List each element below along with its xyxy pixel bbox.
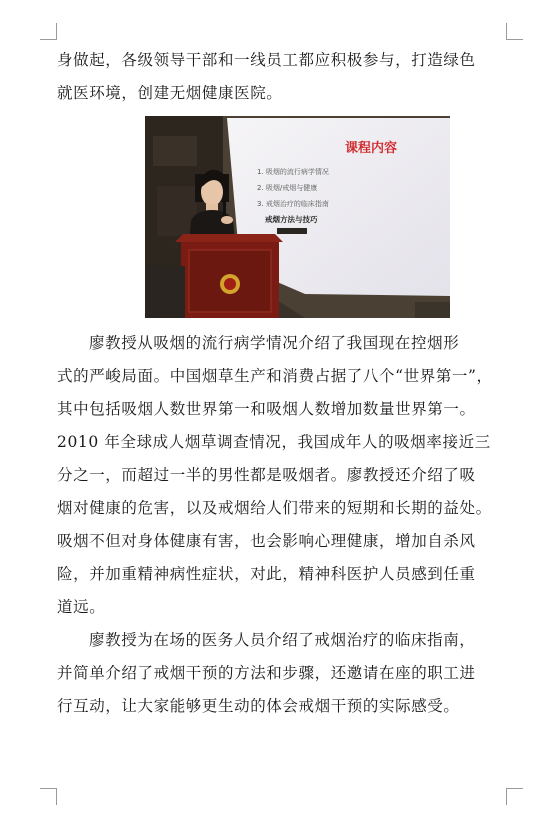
paragraph-line: 分之一，而超过一半的男性都是吸烟者。廖教授还介绍了吸 <box>57 466 476 484</box>
slide-item: 1. 吸烟的流行病学情况 <box>257 168 329 176</box>
paragraph-line: 道远。 <box>57 598 106 616</box>
paragraph-line: 廖教授从吸烟的流行病学情况介绍了我国现在控烟形 <box>89 334 460 352</box>
slide-item: 2. 吸烟/戒烟与健康 <box>257 184 318 192</box>
page-corner-mark-top-left <box>40 23 57 40</box>
paragraph-line: 行互动，让大家能够更生动的体会戒烟干预的实际感受。 <box>57 697 460 715</box>
paragraph-line: 烟对健康的危害，以及戒烟给人们带来的短期和长期的益处。 <box>57 499 492 517</box>
slide-title: 课程内容 <box>345 141 398 156</box>
paragraph-line: 险，并加重精神病性症状，对此，精神科医护人员感到任重 <box>57 565 476 583</box>
slide-item: 3. 戒烟治疗的临床指南 <box>257 200 329 208</box>
page-corner-mark-top-right <box>506 23 523 40</box>
lecture-photo <box>145 116 450 318</box>
page-corner-mark-bottom-right <box>506 788 523 805</box>
paragraph-line: 就医环境，创建无烟健康医院。 <box>57 84 283 102</box>
paragraph-line: 吸烟不但对身体健康有害，也会影响心理健康，增加自杀风 <box>57 532 476 550</box>
paragraph-line: 廖教授为在场的医务人员介绍了戒烟治疗的临床指南， <box>89 631 476 649</box>
paragraph-line: 并简单介绍了戒烟干预的方法和步骤，还邀请在座的职工进 <box>57 664 476 682</box>
page-corner-mark-bottom-left <box>40 788 57 805</box>
slide-bold-item: 戒烟方法与技巧 <box>265 215 318 224</box>
paragraph-line: 其中包括吸烟人数世界第一和吸烟人数增加数量世界第一。 <box>57 400 476 418</box>
paragraph-line: 身做起，各级领导干部和一线员工都应积极参与，打造绿色 <box>57 51 476 69</box>
paragraph-line: 2010 年全球成人烟草调查情况，我国成年人的吸烟率接近三 <box>57 433 491 451</box>
podium <box>175 234 283 318</box>
paragraph-line: 式的严峻局面。中国烟草生产和消费占据了八个“世界第一”， <box>57 367 493 385</box>
